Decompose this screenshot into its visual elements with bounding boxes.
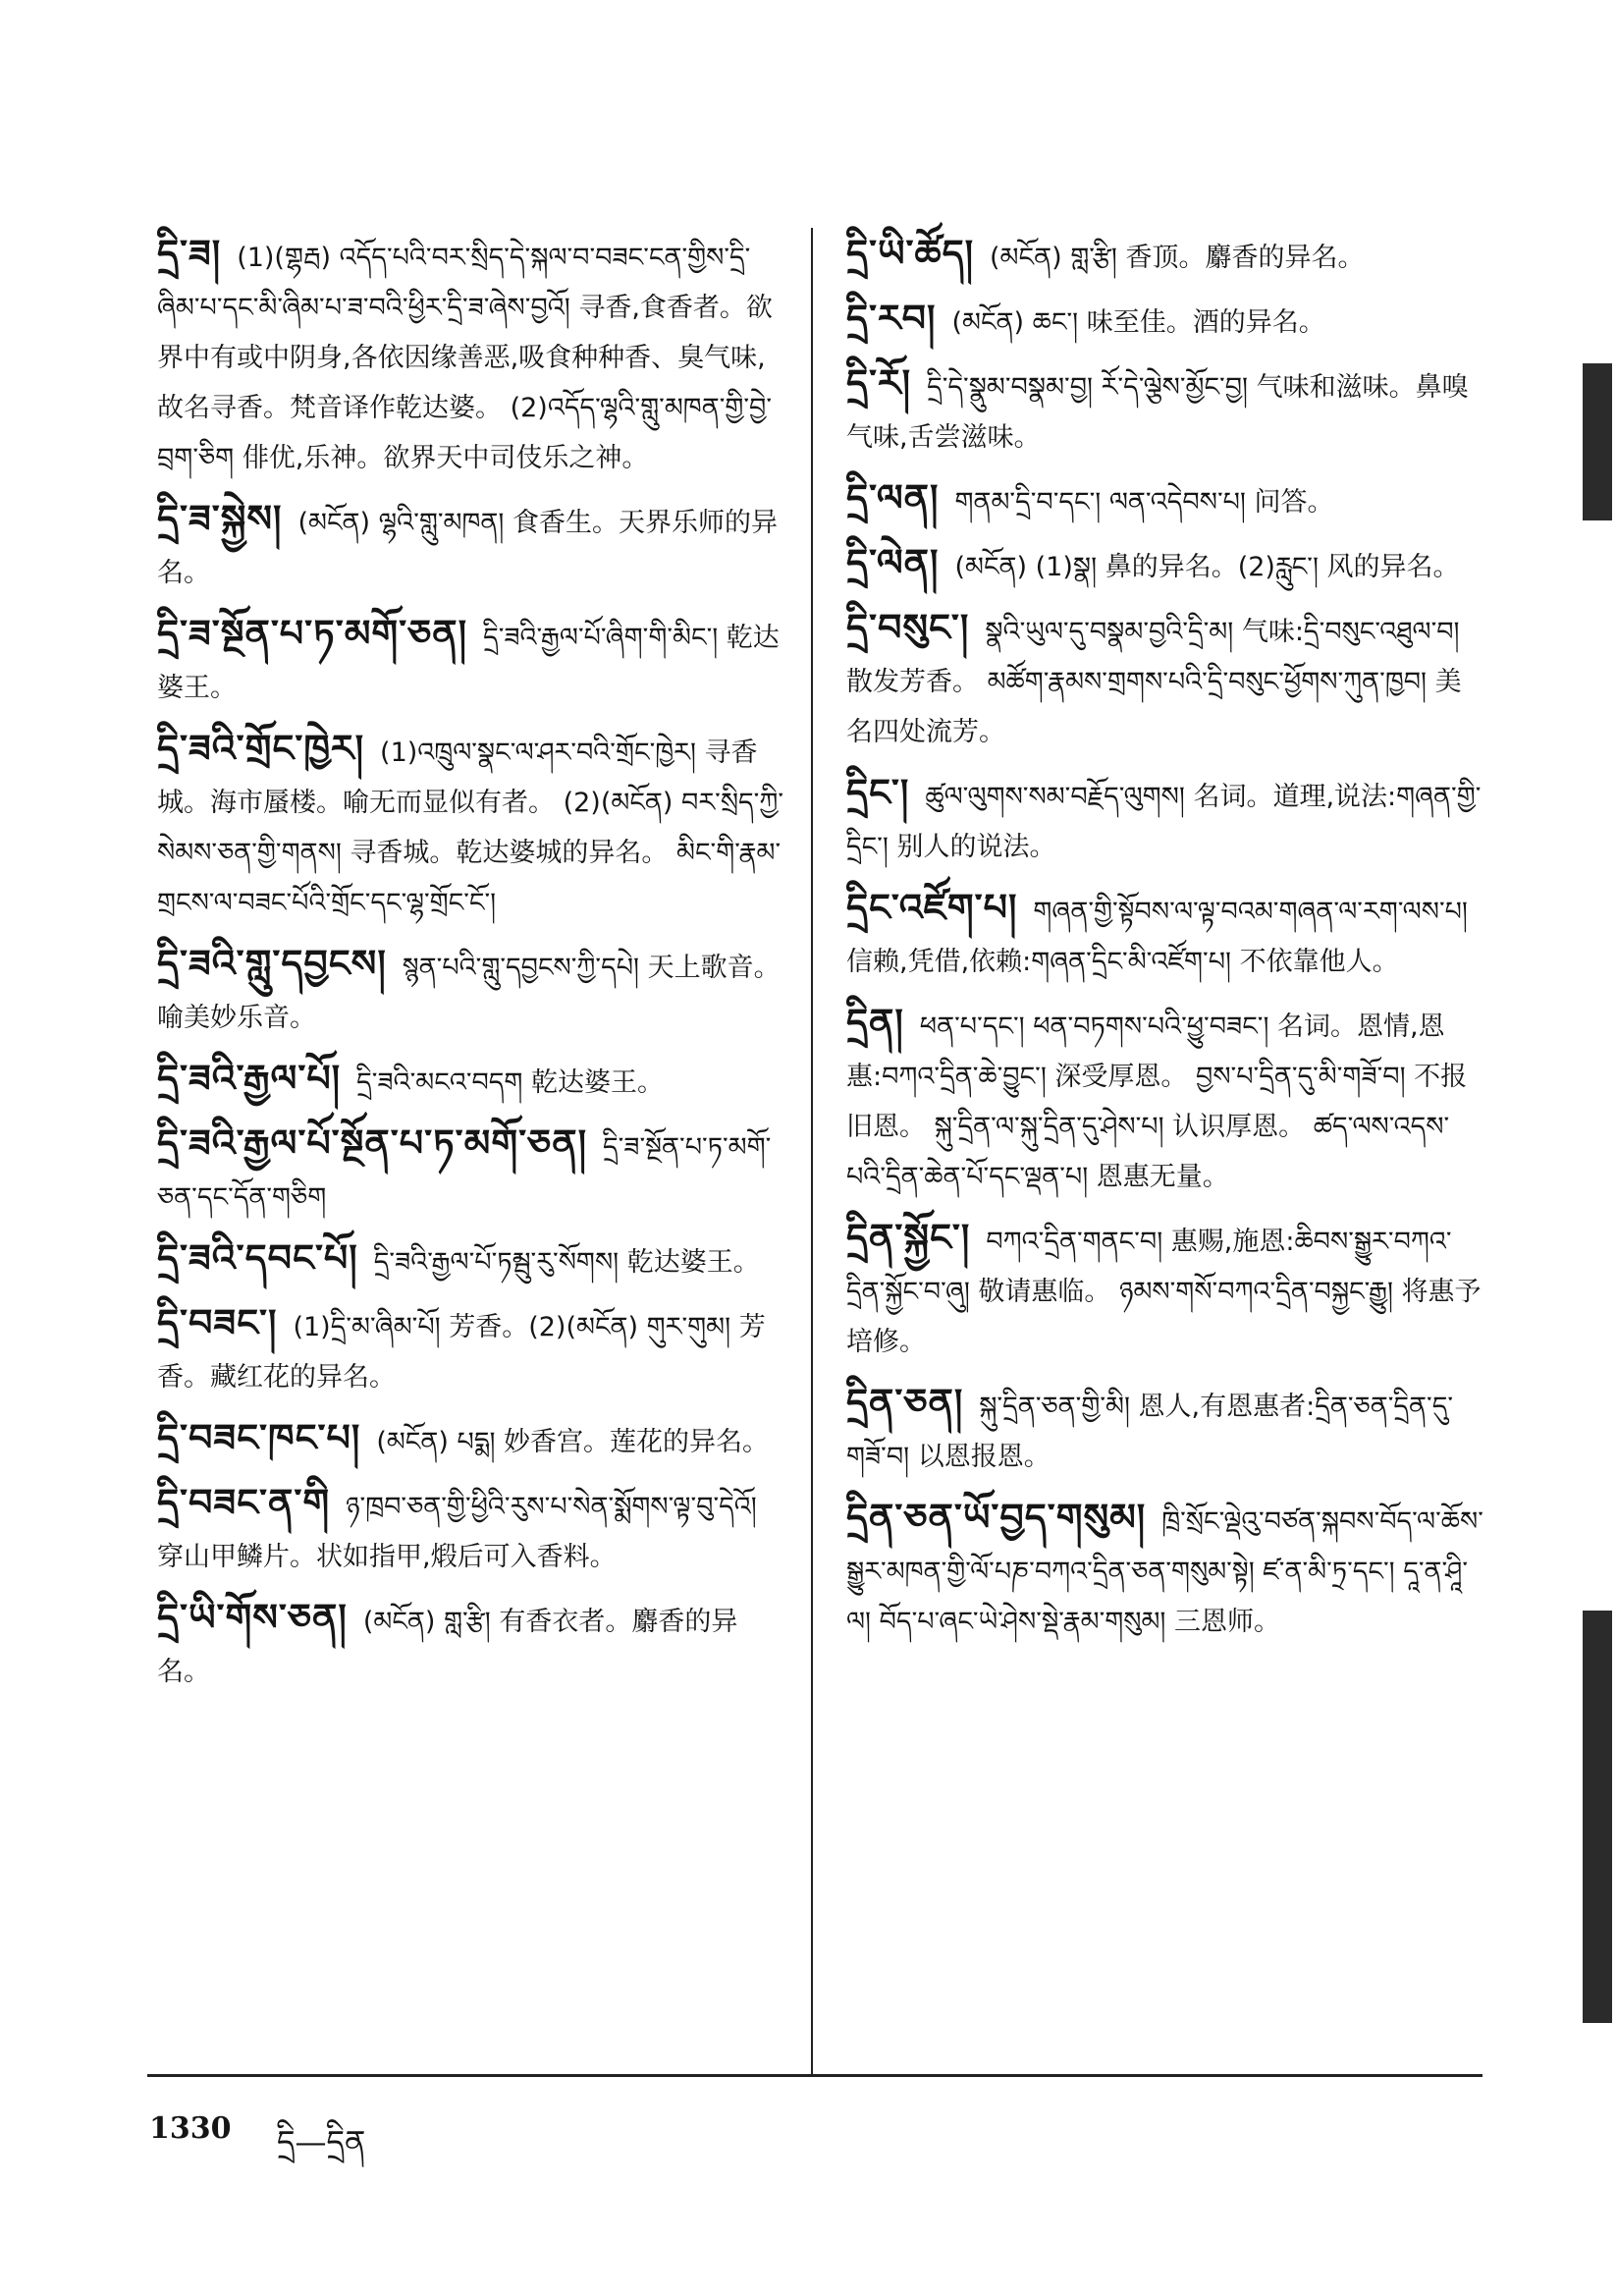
dictionary-entry [157,938,785,1043]
left-column [157,228,785,1707]
dictionary-entry [846,997,1486,1202]
entry-headword: དྲི་ཡི་ཚོད། [846,231,975,275]
dictionary-entry [157,723,785,928]
entry-headword: དྲིན་སྐྱོང་། [846,1215,971,1259]
binding-mark [1583,1611,1612,2023]
entry-headword: དྲི་ཟ་སྔོན་པ་ཏ་མགོ་ཅན། [157,611,468,655]
dictionary-entry [157,493,785,598]
dictionary-entry [846,882,1486,987]
footer-rule [147,2074,1482,2077]
dictionary-entry [846,472,1486,527]
entry-headword: དྲི་རོ། [846,360,912,405]
dictionary-entry [846,228,1486,283]
entry-definition: གཞན་གྱི་སྟོབས་ལ་ལྟ་བའམ་གཞན་ལ་རག་ལས་པ། 信赖,凭借,依赖:གཞན་དྲིང་མི་འཛོག་པ། 不依靠他人。 [846,897,1468,977]
entry-definition: (མངོན) གླ་རྩི། 有香衣者。麝香的异名。 [157,1607,738,1687]
entry-definition: དྲི་དེ་སྣུམ་བསྣམ་བྱ། རོ་དེ་ལྕེས་མྱོང་བྱ། 气味和滋味。鼻嗅气味,舌尝滋味。 [846,372,1469,453]
entry-headword: དྲི་ཟའི་གྲོང་ཁྱེར། [157,726,365,770]
entry-headword: དྲི་བཟང་ཁང་པ། [157,1415,361,1459]
dictionary-entry [157,608,785,713]
entry-headword: དྲི་ཟའི་རྒྱལ་པོ་སྔོན་པ་ཏ་མགོ་ཅན། [157,1121,587,1165]
entry-headword: དྲིན། [846,1000,904,1044]
dictionary-entry [157,1592,785,1697]
right-column [846,228,1486,1657]
entry-definition: སྣའི་ཡུལ་དུ་བསྣམ་བྱའི་དྲི་མ། 气味:དྲི་བསུང་འཐུལ་བ། 散发芳香。 མཚོག་རྣམས་གྲགས་པའི་དྲི་བསུང་ཕྱོགས་ཀུན་ཁྱབ། 美名四处流芳。 [846,617,1462,747]
dictionary-entry [846,293,1486,348]
entry-definition: དྲི་ཟའི་རྒྱལ་པོ་ཏམྦུ་རུ་སོགས། 乾达婆王。 [373,1247,760,1278]
entry-definition: (མངོན) གླ་རྩི། 香顶。麝香的异名。 [990,243,1365,273]
dictionary-entry [157,1118,785,1223]
entry-definition: (མངོན) ཆང་། 味至佳。酒的异名。 [951,307,1325,338]
entry-headword: དྲི་བཟང་། [157,1300,278,1344]
dictionary-entry [846,1212,1486,1367]
entry-definition: ཉ་ཁྲབ་ཅན་གྱི་ཕྱིའི་རུས་པ་སེན་སྨོགས་ལྟ་བུ་དེའོ། 穿山甲鳞片。状如指甲,煅后可入香料。 [157,1492,757,1572]
entry-headword: དྲི་ལེན། [846,540,940,584]
entry-headword: དྲི་ཡི་གོས་ཅན། [157,1595,348,1639]
dictionary-entry [846,537,1486,592]
entry-definition: ཚུལ་ལུགས་སམ་བརྗོད་ལུགས། 名词。道理,说法:གཞན་གྱི་དྲིང་། 别人的说法。 [846,782,1482,862]
entry-definition: (1)དྲི་མ་ཞིམ་པོ། 芳香。(2)(མངོན) གུར་གུམ། 芳香。藏红花的异名。 [157,1312,766,1393]
page-headword-range: དྲི—དྲིན [277,2123,366,2160]
dictionary-entry [157,1412,785,1467]
entry-definition: དྲི་ཟའི་མངའ་བདག 乾达婆王。 [356,1067,665,1098]
dictionary-entry [157,1232,785,1287]
dictionary-entry [846,767,1486,872]
entry-definition: (མངོན) (1)སྣ། 鼻的异名。(2)རླུང་། 风的异名。 [954,552,1460,582]
entry-headword: དྲི་ལན། [846,475,940,519]
entry-definition: སྐུ་དྲིན་ཅན་གྱི་མི། 恩人,有恩惠者:དྲིན་ཅན་དྲིན་དུ་གཟོ་བ། 以恩报恩。 [846,1392,1454,1472]
dictionary-entry [846,357,1486,463]
entry-headword: དྲི་ཟའི་རྒྱལ་པོ། [157,1056,342,1100]
entry-headword: དྲི་བཟང་ན་གི [157,1480,331,1524]
entry-headword: དྲི་བསུང་། [846,605,970,649]
entry-definition: ཕན་པ་དང་། ཕན་བཏགས་པའི་ཕྱུ་བཟང་། 名词。恩情,恩惠:བཀའ་དྲིན་ཆེ་བྱུང་། 深受厚恩。 བྱས་པ་དྲིན་དུ་མི་གཟོ་བ། 不报旧恩。 སྐུ་དྲིན་ལ་སྐུ་དྲིན་དུ་ཤེས་པ། 认识厚恩。 ཚད་ལས་འདས་པའི་དྲིན་ཆེན་པོ་དང་ལྡན་པ། 恩惠无量。 [846,1011,1468,1192]
entry-headword: དྲི་ཟ་སྐྱེས། [157,496,283,540]
dictionary-entry [157,1297,785,1402]
dictionary-entry [846,1377,1486,1482]
entry-headword: དྲི་ཟ། [157,231,222,275]
entry-definition: (མངོན) ལྷའི་གླུ་མཁན། 食香生。天界乐师的异名。 [157,508,778,588]
entry-definition: བཀའ་དྲིན་གནང་བ། 惠赐,施恩:ཆིབས་སྒྱུར་བཀའ་དྲིན་སྐྱོང་བ་ཞུ། 敬请惠临。 ཉམས་གསོ་བཀའ་དྲིན་བསྐྱང་རྒྱུ། 将惠予培修。 [846,1227,1482,1357]
dictionary-entry [157,1477,785,1582]
entry-definition: (1)འཁྲུལ་སྣང་ལ་ཤར་བའི་གྲོང་ཁྱེར། 寻香城。海市蜃楼。喻无而显似有者。 (2)(མངོན) བར་སྲིད་ཀྱི་སེམས་ཅན་གྱི་གནས། 寻香城。乾达婆城的异名。 མིང་གི་རྣམ་གྲངས་ལ་བཟང་པོའི་གྲོང་དང་ལྷ་གྲོང་ངོ་། [157,738,784,918]
dictionary-entry [157,1053,785,1108]
entry-definition: སྙན་པའི་གླུ་དབྱངས་ཀྱི་དཔེ། 天上歌音。喻美妙乐音。 [157,953,781,1033]
page-number: 1330 [149,2111,232,2146]
binding-edge [1583,0,1617,2296]
entry-headword: དྲིན་ཅན། [846,1380,964,1424]
dictionary-entry [846,1492,1486,1647]
entry-headword: དྲིང་། [846,770,910,814]
entry-definition: (མངོན) པདྨ། 妙香宫。莲花的异名。 [376,1427,770,1457]
entry-definition: དྲི་ཟའི་རྒྱལ་པོ་ཞིག་གི་མིང་། 乾达婆王。 [157,623,780,703]
entry-definition: (1)(གྷརྦ) འདོད་པའི་བར་སྲིད་དེ་སྐལ་བ་བཟང་ངན་གྱིས་དྲི་ཞིམ་པ་དང་མི་ཞིམ་པ་ཟ་བའི་ཕྱིར་དྲི་ཟ་ཞེས་བྱའོ། 寻香,食香者。欲界中有或中阴身,各依因缘善恶,吸食种种香、臭气味,故名寻香。梵音译作乾达婆。 (2)འདོད་ལྷའི་གླུ་མཁན་གྱི་བྱེ་བྲག་ཅིག 俳优,乐神。欲界天中司伎乐之神。 [157,243,773,473]
entry-headword: དྲི་རབ། [846,296,937,340]
dictionary-entry [157,228,785,483]
entry-headword: དྲིན་ཅན་ཡོ་བྱད་གསུམ། [846,1495,1147,1539]
entry-definition: ཁྲི་སྲོང་ལྡེའུ་བཙན་སྐབས་བོད་ལ་ཆོས་སྒྱུར་མཁན་གྱི་ལོ་པཎ་བཀའ་དྲིན་ཅན་གསུམ་སྟེ། ཛ་ན་མི་ཏྲ་དང་། དཱ་ན་ཤཱི་ལ། བོད་པ་ཞང་ཡེ་ཤེས་སྡེ་རྣམ་གསུམ། 三恩师。 [846,1506,1483,1637]
entry-headword: དྲིང་འཛོག་པ། [846,885,1018,929]
entry-definition: གནམ་དྲི་བ་དང་། ལན་འདེབས་པ། 问答。 [954,487,1334,518]
binding-mark [1583,363,1612,520]
entry-definition: དྲི་ཟ་སྔོན་པ་ཏ་མགོ་ཅན་དང་དོན་གཅིག [157,1132,772,1213]
entry-headword: དྲི་ཟའི་དབང་པོ། [157,1235,358,1280]
column-divider [811,228,813,2074]
entry-headword: དྲི་ཟའི་གླུ་དབྱངས། [157,941,387,985]
dictionary-entry [846,602,1486,757]
